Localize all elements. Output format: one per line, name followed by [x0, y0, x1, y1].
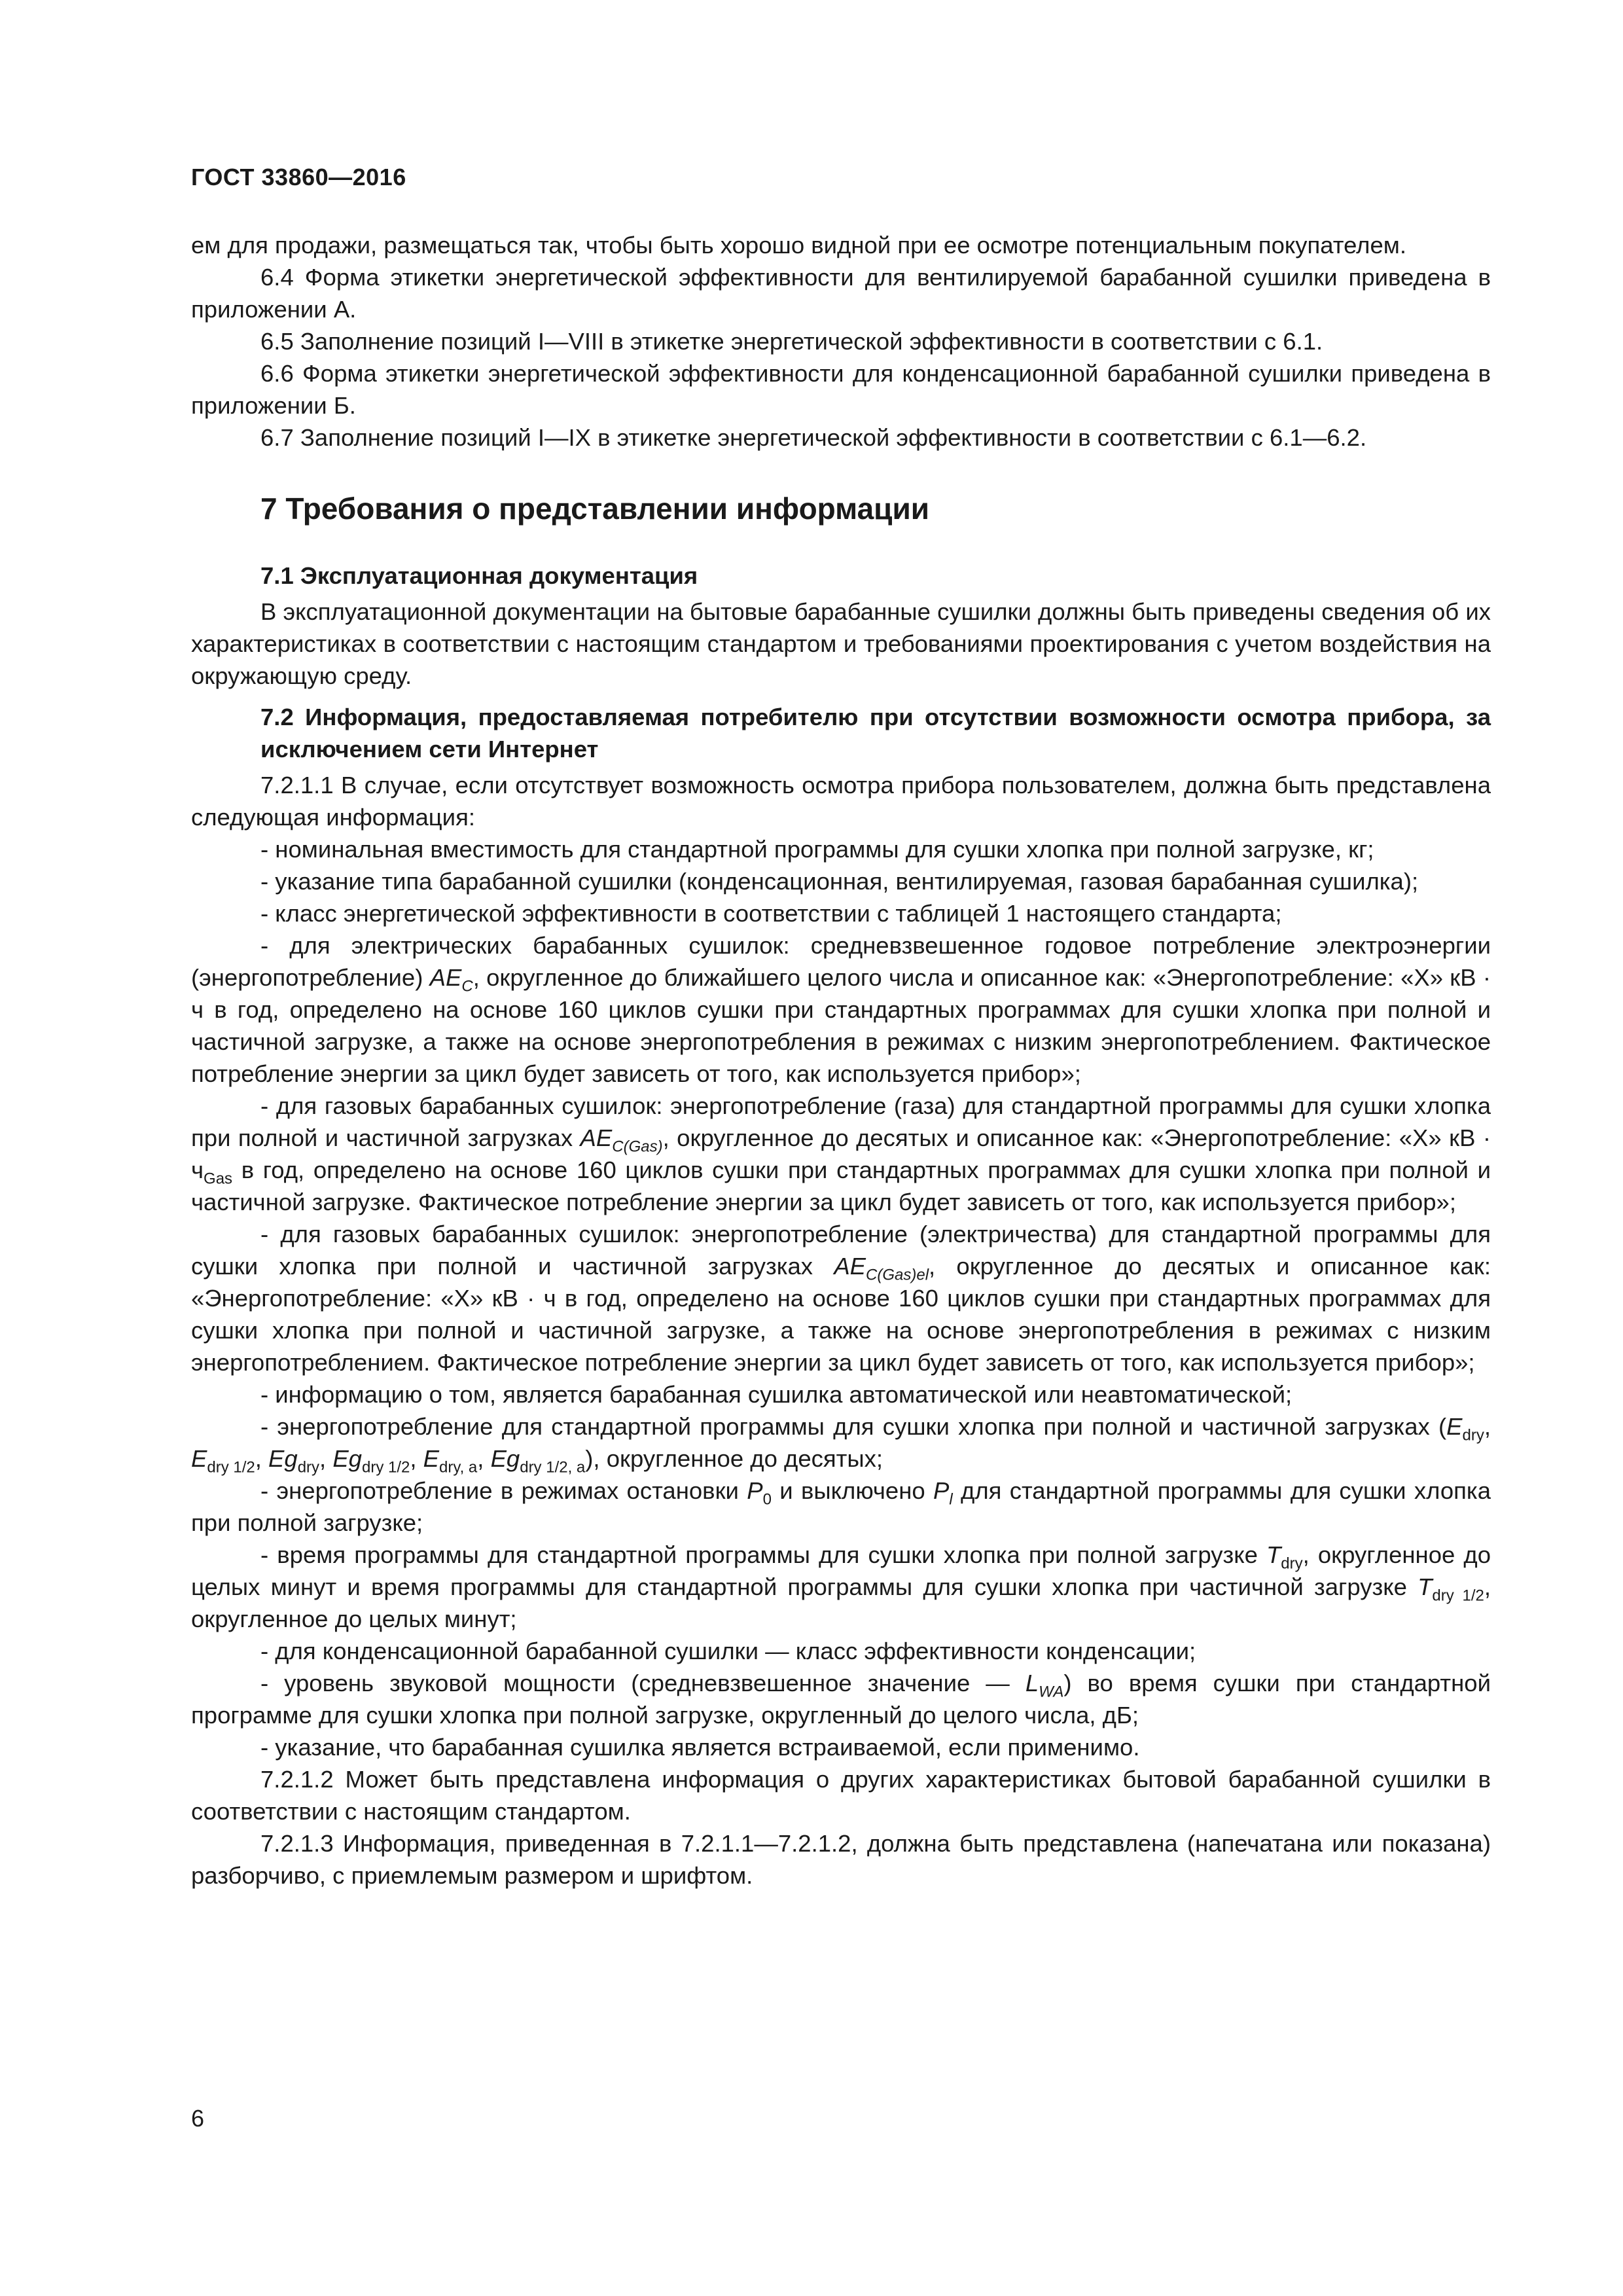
page-content: [191, 229, 1491, 1892]
list-item-automatic: - информацию о том, является барабанная сушилка автоматической или неавтоматической;: [260, 1381, 1293, 1408]
paragraph-6-5: 6.5 Заполнение позиций I—VIII в этикетке энергетической эффективности в соответствии с 6.1.: [260, 328, 1323, 355]
list-item-type: - указание типа барабанной сушилки (конденсационная, вентилируемая, газовая барабанная сушилка);: [260, 868, 1419, 895]
list-item-gas-dryers-electricity: - для газовых барабанных сушилок: энергопотребление (электричества) для стандартной программы для сушки хлопка при полной и частичной загрузках $AE_{C(Gas)el}$, округленное до десятых и описанное как: «Энергопотребление: «X» кВ · ч в год, определено на основе 160 циклов сушки при стандартных программах для сушки хлопка при полной и частичной загрузке, а также на основе энергопотребления в режимах с низким энергопотреблением. Фактическое потребление энергии за цикл будет зависеть от того, как используется прибор»;: [191, 1221, 1491, 1376]
list-item-cycle-energy: - энергопотребление для стандартной программы для сушки хлопка при полной и частичной загрузках ($E_{dry}$, $E_{dry 1/2}$, $Eg_{dry}$, $Eg_{dry 1/2}$, $E_{dry, a}$, $Eg_{dry 1/2, a}$), округленное до десятых;: [191, 1413, 1491, 1477]
paragraph-7-2-1-3: 7.2.1.3 Информация, приведенная в 7.2.1.1—7.2.1.2, должна быть представлена (напечатана или показана) разборчиво, с приемлемым размером и шрифтом.: [191, 1830, 1491, 1889]
paragraph-6-6: 6.6 Форма этикетки энергетической эффективности для конденсационной барабанной сушилки приведена в приложении Б.: [191, 360, 1491, 419]
list-item-capacity: - номинальная вместимость для стандартной программы для сушки хлопка при полной загрузке, кг;: [260, 836, 1374, 863]
paragraph-7-1: В эксплуатационной документации на бытовые барабанные сушилки должны быть приведены сведения об их характеристиках в соответствии с настоящим стандартом и требованиями проектирования с учетом воздействия на окружающую среду.: [191, 598, 1491, 689]
paragraph-7-2-1-2: 7.2.1.2 Может быть представлена информация о других характеристиках бытовой барабанной сушилки в соответствии с настоящим стандартом.: [191, 1766, 1491, 1825]
paragraph-7-2-1-1: 7.2.1.1 В случае, если отсутствует возможность осмотра прибора пользователем, должна быть представлена следующая информация:: [191, 772, 1491, 831]
paragraph-6-4: 6.4 Форма этикетки энергетической эффективности для вентилируемой барабанной сушилки приведена в приложении А.: [191, 264, 1491, 323]
paragraph-6-7: 6.7 Заполнение позиций I—IX в этикетке энергетической эффективности в соответствии с 6.1—6.2.: [260, 424, 1367, 451]
subsection-7-1-heading: 7.1 Эксплуатационная документация: [260, 562, 698, 589]
list-item-low-power-modes: - энергопотребление в режимах остановки $P_0$ и выключено $P_l$ для стандартной программы для сушки хлопка при полной загрузке;: [191, 1477, 1491, 1536]
list-item-gas-dryers-gas: - для газовых барабанных сушилок: энергопотребление (газа) для стандартной программы для сушки хлопка при полной и частичной загрузках $AE_{C(Gas)}$, округленное до десятых и описанное как: «Энергопотребление: «X» кВ · $ч_{Gas}$ в год, определено на основе 160 циклов сушки при стандартных программах для сушки хлопка при полной и частичной загрузке. Фактическое потребление энергии за цикл будет зависеть от того, как используется прибор»;: [191, 1092, 1491, 1215]
list-item-condensation-class: - для конденсационной барабанной сушилки — класс эффективности конденсации;: [260, 1638, 1196, 1664]
document-header: ГОСТ 33860—2016: [191, 164, 406, 190]
list-item-sound-power: - уровень звуковой мощности (средневзвешенное значение — $L_{WA}$) во время сушки при стандартной программе для сушки хлопка при полной загрузке, округленный до целого числа, дБ;: [191, 1670, 1491, 1729]
list-item-program-time: - время программы для стандартной программы для сушки хлопка при полной загрузке $T_{dry}$, округленное до целых минут и время программы для стандартной программы для сушки хлопка при частичной загрузке $T_{dry 1/2}$, округленное до целых минут;: [191, 1541, 1491, 1632]
section-7-heading: 7 Требования о представлении информации: [260, 492, 929, 526]
list-item-built-in: - указание, что барабанная сушилка является встраиваемой, если применимо.: [260, 1734, 1140, 1761]
list-item-electric-dryers: - для электрических барабанных сушилок: средневзвешенное годовое потребление электроэнергии (энергопотребление) $AE_C$, округленное до ближайшего целого числа и описанное как: «Энергопотребление: «X» кВ · ч в год, определено на основе 160 циклов сушки при стандартных программах для сушки хлопка при полной и частичной загрузке, а также на основе энергопотребления в режимах с низким энергопотреблением. Фактическое потребление энергии за цикл будет зависеть от того, как используется прибор»;: [191, 932, 1491, 1087]
paragraph-continued: ем для продажи, размещаться так, чтобы быть хорошо видной при ее осмотре потенциальным покупателем.: [191, 232, 1406, 259]
subsection-7-2-heading: 7.2 Информация, предоставляемая потребителю при отсутствии возможности осмотра прибора, за исключением сети Интернет: [260, 704, 1491, 762]
page-number: 6: [191, 2105, 205, 2132]
list-item-class: - класс энергетической эффективности в соответствии с таблицей 1 настоящего стандарта;: [260, 900, 1282, 927]
